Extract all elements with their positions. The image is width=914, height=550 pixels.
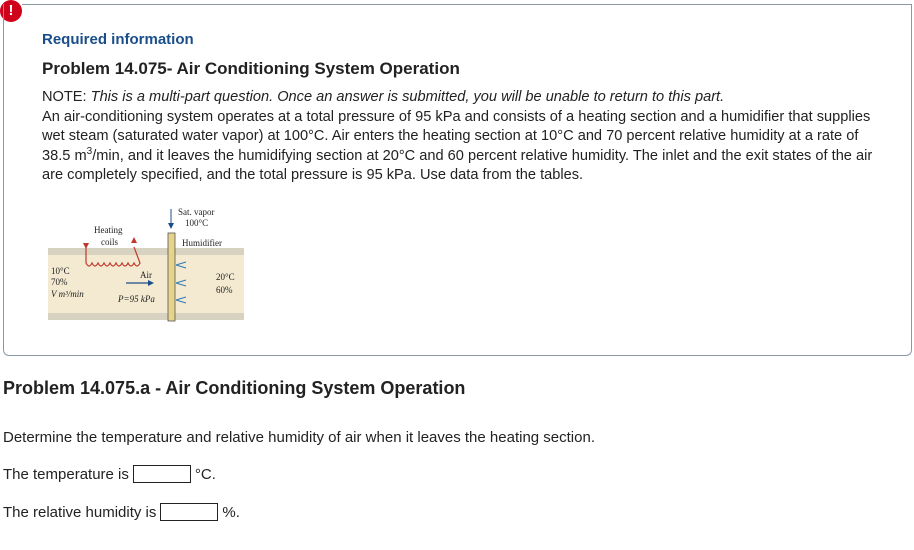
ac-system-diagram <box>48 203 248 328</box>
exclamation-icon: ! <box>8 2 14 19</box>
problem-statement <box>42 88 882 186</box>
exit-temp-label: 20°C <box>216 272 235 282</box>
superscript-3: 3 <box>86 145 93 157</box>
inlet-temp-label: 10°C <box>51 266 70 276</box>
humidity-input[interactable] <box>160 503 218 521</box>
exit-rh-label: 60% <box>216 285 233 295</box>
question-text: Determine the temperature and relative humidity of air when it leaves the heating section. <box>3 429 595 446</box>
problem-title: Problem 14.075- Air Conditioning System Operation <box>42 59 460 78</box>
humidifier-pipe <box>168 233 175 321</box>
heating-label: Heating <box>94 225 123 235</box>
duct-wall-top <box>48 248 244 255</box>
temperature-label: The temperature is <box>3 465 129 483</box>
humidifier-label: Humidifier <box>182 238 222 248</box>
required-info-label: Required information <box>42 31 194 48</box>
problem-body-1: An air-conditioning system operates at a total pressure of 95 kPa and consists of a heating section and a humidifier that supplies wet steam (saturated water vapor) at 100°C. Air enters the heating section at 10°C and 70 percent relative humidity at a rate of 38.5 m <box>42 108 871 164</box>
sat-temp-label: 100°C <box>185 218 209 228</box>
part-title: Problem 14.075.a - Air Conditioning System Operation <box>3 378 466 398</box>
note-prefix: NOTE: <box>42 89 87 105</box>
steam-arrow <box>168 223 174 229</box>
air-label: Air <box>140 270 152 280</box>
humidity-label: The relative humidity is <box>3 503 157 521</box>
temperature-answer-row <box>3 465 216 483</box>
problem-body-2: /min, and it leaves the humidifying section at 20°C and 60 percent relative humidity. The inlet and the exit states of the air are completely specified, and the total pressure is 95 kPa. Use data from the tables. <box>42 147 873 183</box>
inlet-rh-label: 70% <box>51 277 68 287</box>
duct-interior <box>48 255 244 313</box>
temperature-input[interactable] <box>133 465 191 483</box>
note-italic: This is a multi-part question. Once an answer is submitted, you will be unable to return to this part. <box>90 89 725 105</box>
duct-wall-bottom <box>48 313 244 320</box>
temperature-unit: °C. <box>194 465 216 483</box>
humidity-answer-row <box>3 503 240 521</box>
coils-label: coils <box>101 237 118 247</box>
inlet-flow-label: V m³/min <box>51 289 84 299</box>
sat-vapor-label: Sat. vapor <box>178 207 215 217</box>
coil-arrow-out <box>131 237 137 243</box>
humidity-unit: %. <box>222 503 240 521</box>
pressure-label: P=95 kPa <box>118 294 155 304</box>
